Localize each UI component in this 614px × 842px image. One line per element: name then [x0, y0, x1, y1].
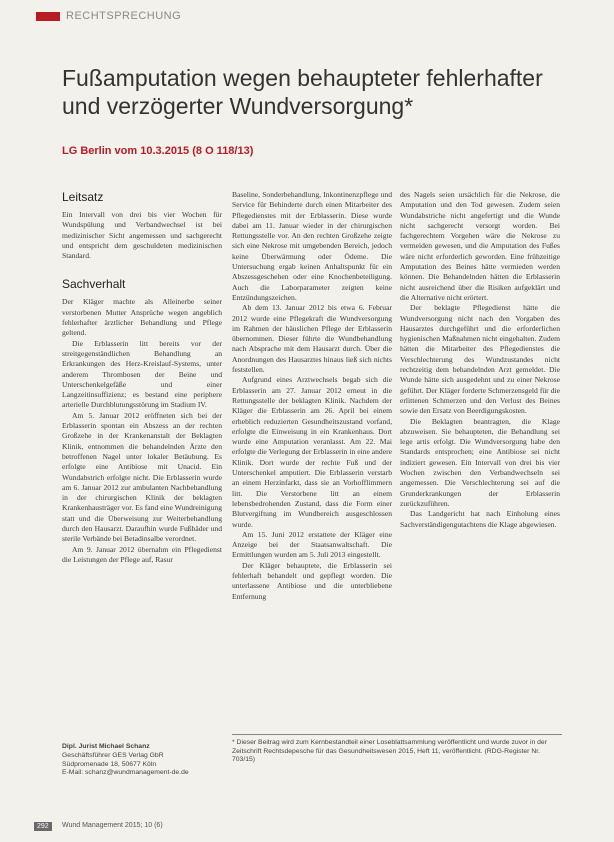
page-number: 292 — [34, 822, 52, 831]
paragraph: Am 15. Juni 2012 erstattete der Kläger eine Anzeige bei der Staatsanwaltschaft. Die Ermittlungen wurden am 5. Juli 2013 eingestellt. — [232, 529, 392, 560]
paragraph: Am 9. Januar 2012 übernahm ein Pflegedienst die Leistungen der Pflege auf, Rasur — [62, 544, 222, 564]
author-address: Südpromenade 18, 50677 Köln — [62, 760, 157, 768]
sachverhalt-heading: Sachverhalt — [62, 277, 126, 292]
text-column-1 — [62, 190, 222, 565]
author-email: E-Mail: schanz@wundmanagement-de.de — [62, 769, 189, 777]
paragraph: Ab dem 13. Januar 2012 bis etwa 6. Februar 2012 wurde eine Pflegekraft die Wundversorgung im Rahmen der häuslichen Pflege der Erblasserin übernommen. Dieser führte die Wundbehandlung nach Absprache mit dem Hausarzt durch. Über die Anordnungen des Hausarztes hinaus ließ sich nichts feststellen. — [232, 303, 392, 375]
leitsatz-text: Ein Intervall von drei bis vier Wochen für Wundspülung und Verbandwechsel ist bei medizinischer Sicht angemessen und sachgerecht und entspricht dem geschuldeten medizinischen Standard. — [62, 210, 222, 261]
paragraph: Baseline, Sonderbehandlung, Inkontinenzpflege und Service für Behinderte durch einen Mitarbeiter des Pflegedienstes mit der Erblasserin. Diese wurde dabei am 11. Januar wieder in der chirurgischen Rettungsstelle vor. An den rechten Großzehe zeigte sich eine Nekrose mit umgebenden Bereich, jedoch keine Überwärmung oder Ödeme. Die Untersuchung ergab keinen Anhaltspunkt für ein Abszessgeschehen oder eine Knochenbeteiligung. Auch die Laborparameter zeigten keine Entzündungszeichen. — [232, 190, 392, 302]
paragraph: Das Landgericht hat nach Einholung eines Sachverständigengutachtens die Klage abgewiesen. — [400, 509, 560, 529]
paragraph: Der Kläger behauptete, die Erblasserin sei fehlerhaft behandelt und gepflegt worden. Die unterlassene Antibiose und die unterbliebene Entfernung — [232, 560, 392, 601]
paragraph: Die Erblasserin litt bereits vor der streitgegenständlichen Behandlung an Erkrankungen des Herz-Kreislauf-Systems, unter anderem Thrombosen der Beine und Unterschenkelgefäße und einer Langzeitinsuffizienz; es bestand eine periphere arterielle Durchblutungsstörung im Stadium IV. — [62, 338, 222, 410]
article-title: Fußamputation wegen behaupteter fehlerhafter und verzögerter Wundversorgung* — [62, 65, 543, 119]
journal-reference: Wund Management 2015; 10 (6) — [62, 822, 163, 829]
author-role: Geschäftsführer GES Verlag GbR — [62, 751, 164, 759]
paragraph: Der Kläger machte als Alleinerbe seiner verstorbenen Mutter Ansprüche wegen angeblich fehlerhafter ärztlicher Behandlung und Pflege geltend. — [62, 297, 222, 338]
section-color-tag — [36, 12, 60, 21]
author-name: Dipl. Jurist Michael Schanz — [62, 743, 150, 750]
section-label: RECHTSPRECHUNG — [66, 10, 182, 22]
text-column-3 — [400, 190, 560, 530]
paragraph: Am 5. Januar 2012 eröffneten sich bei der Erblasserin spontan ein Abszess an der rechten Großzehe in der Krankenanstalt der Beklagten Klinik, entnommen die behandelnden Ärzte den betroffenen Nagel unter lokaler Betäubung. Es erfolgte eine Antibiose mit Unacid. Ein Wundabstrich erfolgte nicht. Die Erblasserin wurde am 6. Januar 2012 zur ambulanten Nachbehandlung in der chirurgischen Klinik der beklagten Krankenhausträger vor. Es fand eine Wundreinigung statt und die Überweisung zur Weiterbehandlung durch den Hausarzt. Daraufhin wurde Fußbäder und sterile Verbände bei Betadinsalbe verordnet. — [62, 410, 222, 544]
paragraph: Aufgrund eines Arztwechsels begab sich die Erblasserin am 27. Januar 2012 erneut in die Rettungsstelle der beklagten Klinik. Nachdem der Kläger die Erblasserin am 26. April bei einem erheblich reduzierten Gesundheitszustand vorfand, erfolgte die Einweisung in ein Krankenhaus. Dort wurde eine Amputation veranlasst. Am 22. Mai erfolgte die Verlegung der Erblasserin in eine andere Klinik. Dort wurde der rechte Fuß und der Unterschenkel amputiert. Die Erblasserin verstarb an einem Herzinfarkt, dass sie an Vorhofflimmern litt. Die Verstorbene litt an einem lebensbedrohenden Zustand, dass die Form einer Blutvergiftung im Wundbereich ausgeschlossen wurde. — [232, 375, 392, 529]
paragraph: Die Beklagten beantragten, die Klage abzuweisen. Sie behaupteten, die Behandlung sei lege artis erfolgt. Die Wundversorgung habe den Standards entsprochen; eine Antibiose sei nicht indiziert gewesen. Ein Intervall von drei bis vier Wochen zwischen den Verbandwechseln sei angemessen. Die Verschlechterung sei auf die Grunderkrankungen der Erblasserin zurückzuführen. — [400, 416, 560, 508]
leitsatz-heading: Leitsatz — [62, 190, 104, 204]
author-info — [62, 743, 189, 778]
paragraph: Der beklagte Pflegedienst hätte die Wundversorgung nicht nach den Vorgaben des Hausarztes durchgeführt und die erforderlichen hygienischen Maßnahmen nicht eingehalten. Zudem hätten die Mitarbeiter des Pflegedienstes die Verschlechterung des Wundzustandes nicht rechtzeitig dem behandelnden Arzt gemeldet. Die Wunde hätte sich ausgedehnt und zu einer Nekrose geführt. Der Kläger forderte Schmerzensgeld für die erlittenen Schmerzen und den Verlust des Beines sowie den Ersatz von Beerdigungskosten. — [400, 303, 560, 416]
paragraph: des Nagels seien ursächlich für die Nekrose, die Amputation und den Tod gewesen. Zudem seien Wundabstriche nicht angefertigt und die Wunde nicht sachgerecht versorgt worden. Bei fachgerechtem Vorgehen wäre die Nekrose zu vermeiden gewesen, und die Amputation des Fußes wäre nicht erforderlich geworden. Eine frühzeitige Amputation des Beines hätte vermieden werden können. Die Behandelnden hätten die Erblasserin nicht ausreichend über die Risiken aufgeklärt und die Alternative nicht erörtert. — [400, 190, 560, 302]
footnote-rule — [232, 734, 562, 735]
court-reference: LG Berlin vom 10.3.2015 (8 O 118/13) — [62, 145, 254, 157]
text-column-2 — [232, 190, 392, 602]
footnote: * Dieser Beitrag wird zum Kernbestandteil einer Loseblattsammlung veröffentlicht und wurde zuvor in der Zeitschrift Rechtsdepesche für das Gesundheitswesen 2015, Heft 11, veröffentlicht. (RDG-Register Nr. 703/15) — [232, 739, 547, 764]
